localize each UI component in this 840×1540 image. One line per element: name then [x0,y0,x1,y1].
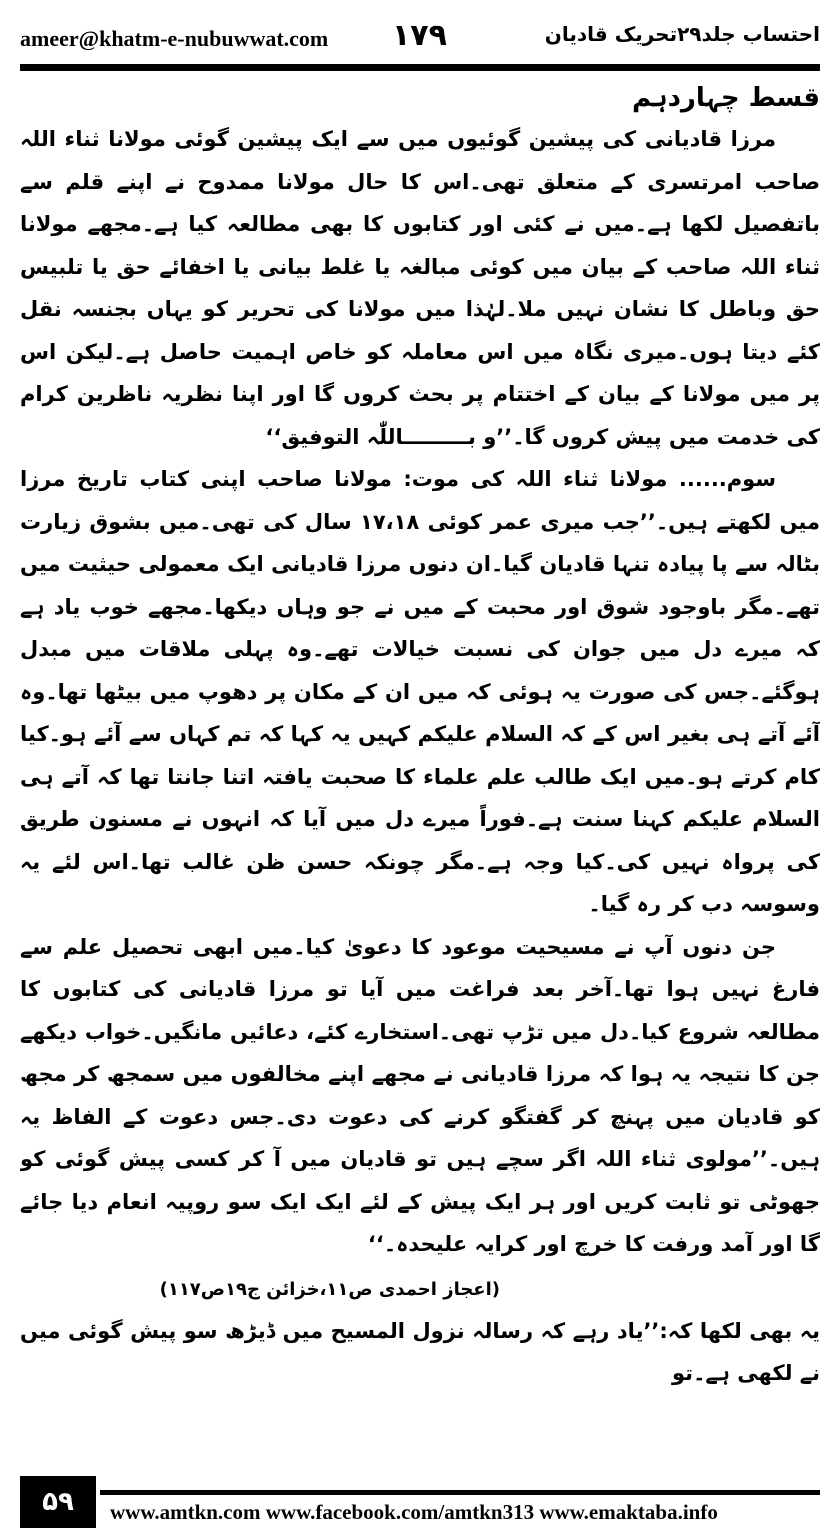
page-header [20,18,820,62]
final-line: یہ بھی لکھا کہ:’’یاد رہے کہ رسالہ نزول المسیح میں ڈیڑھ سو پیش گوئی میں نے لکھی ہے۔تو [20,1318,820,1385]
footer-rule [100,1490,820,1495]
header-page-number: ۱۷۹ [392,18,447,53]
footer-urls: www.amtkn.com www.facebook.com/amtkn313 www.emaktaba.info [110,1500,718,1524]
paragraph-2: سوم...... مولانا ثناء اللہ کی موت: مولانا صاحب اپنی کتاب تاریخ مرزا میں لکھتے ہیں۔’’جب میری عمر کوئی ۱۷،۱۸ سال کی تھی۔میں بشوق زیارت بٹالہ سے پا پیادہ تنہا قادیان گیا۔ان دنوں مرزا قادیانی ایک معمولی حیثیت میں تھے۔مگر باوجود شوق اور محبت کے میں نے جو وہاں دیکھا۔مجھے خوب یاد ہے کہ میرے دل میں جوان کی نسبت خیالات تھے۔وہ پہلی ملاقات میں مبدل ہوگئے۔جس کی صورت یہ ہوئی کہ میں ان کے مکان پر دھوپ میں بیٹھا تھا۔وہ آئے آتے ہی بغیر اس کے کہ السلام علیکم کہیں یہ کہا کہ تم کہاں سے آئے ہو۔کیا کام کرتے ہو۔میں ایک طالب علم علماء کا صحبت یافتہ اتنا جانتا تھا کہ آتے ہی السلام علیکم کہنا سنت ہے۔فوراً میرے دل میں آیا کہ انہوں نے مسنون طریق کی پرواہ نہیں کی۔کیا وجہ ہے۔مگر چونکہ حسن ظن غالب تھا۔اس لئے یہ وسوسہ دب کر رہ گیا۔ [20,467,820,916]
header-rule [20,64,820,71]
citation: (اعجاز احمدی ص۱۱،خزائن ج۱۹ص۱۱۷) [159,1278,500,1300]
footer-page-number: ۵۹ [20,1476,96,1528]
section-heading: قسط چہاردہم [631,83,820,113]
paragraph-1: مرزا قادیانی کی پیشین گوئیوں میں سے ایک پیشین گوئی مولانا ثناء اللہ صاحب امرتسری کے متعلق تھی۔اس کا حال مولانا ممدوح نے اپنے قلم سے باتفصیل لکھا ہے۔میں نے کئی اور کتابوں کا بھی مطالعہ کیا ہے۔مجھے مولانا ثناء اللہ صاحب کے بیان میں کوئی مبالغہ یا غلط بیانی یا اخفائے حق یا تلبیس حق وباطل کا نشان نہیں ملا۔لہٰذا میں مولانا کی تحریر کو یہاں بجنسہ نقل کئے دیتا ہوں۔میری نگاہ میں اس معاملہ کو خاص اہمیت حاصل ہے۔لیکن اس پر میں مولانا کے بیان کے اختتام پر بحث کروں گا اور اپنا نظریہ ناظرین کرام کی خدمت میں پیش کروں گا۔’’و بـــــــــاللّٰہ التوفیق‘‘ [20,127,820,449]
paragraph-3: جن دنوں آپ نے مسیحیت موعود کا دعویٰ کیا۔میں ابھی تحصیل علم سے فارغ نہیں ہوا تھا۔آخر بعد فراغت میں آیا تو مرزا قادیانی کی کتابوں کا مطالعہ شروع کیا۔دل میں تڑپ تھی۔استخارے کئے، دعائیں مانگیں۔خواب دیکھے جن کا نتیجہ یہ ہوا کہ مرزا قادیانی نے مجھے اپنے مخالفوں میں سمجھ کر مجھ کو قادیان میں پہنچ کر گفتگو کرنے کی دعوت دی۔جس دعوت کے الفاظ یہ ہیں۔’’مولوی ثناء اللہ اگر سچے ہیں تو قادیان میں آ کر کسی پیش گوئی کو جھوٹی تو ثابت کریں اور ہر ایک پیش کے لئے ایک ایک سو روپیہ انعام دیا جائے گا اور آمد ورفت کا خرچ اور کرایہ علیحدہ۔‘‘ [20,934,820,1256]
header-title: احتساب جلد۲۹تحریک قادیان [544,22,820,46]
header-email: ameer@khatm-e-nubuwwat.com [20,26,329,51]
article-body [20,78,820,1438]
